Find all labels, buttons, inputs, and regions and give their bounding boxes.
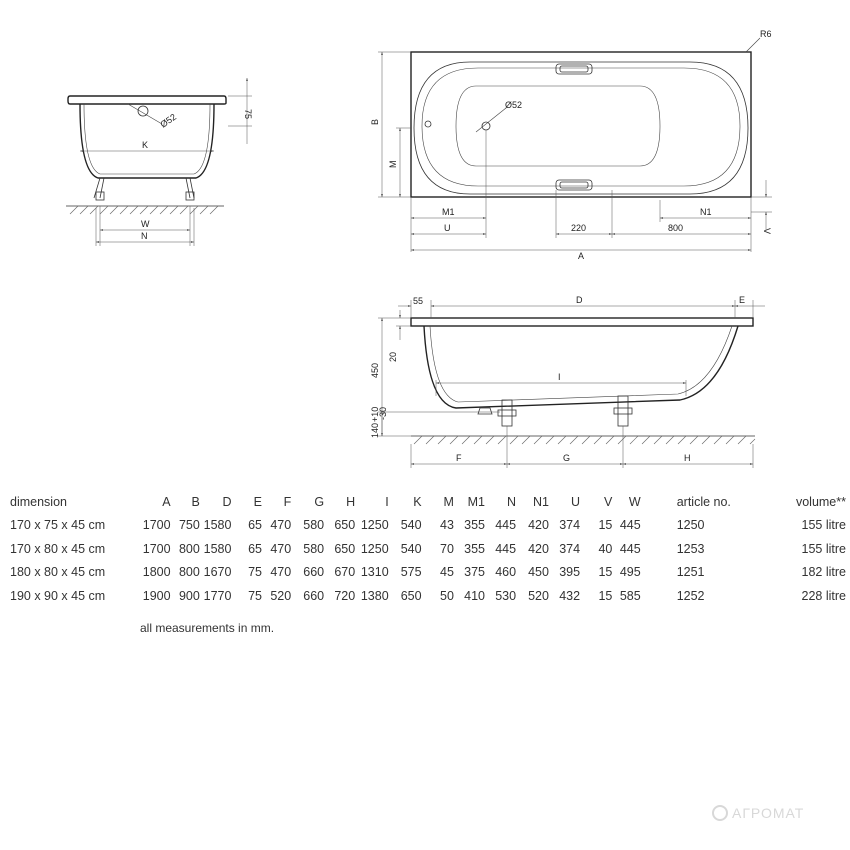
- table-cell: 355: [464, 541, 485, 556]
- table-cell: 355: [464, 518, 485, 533]
- top-m-label: M: [388, 160, 398, 168]
- table-cell: 660: [303, 565, 325, 580]
- table-cell: 65: [248, 518, 262, 533]
- side-e-label: E: [739, 295, 746, 305]
- table-cell: 395: [559, 565, 581, 580]
- top-view: [370, 29, 772, 261]
- top-b-label: B: [370, 118, 380, 125]
- table-cell: 75: [248, 565, 262, 580]
- table-header-cell: A: [162, 494, 171, 509]
- table-header-cell: V: [604, 494, 613, 509]
- watermark: [712, 805, 804, 821]
- table-cell: 1580: [203, 541, 232, 556]
- table-cell: 1900: [142, 588, 171, 603]
- table-cell: 155 litre: [801, 518, 846, 533]
- table-cell: 585: [619, 588, 641, 603]
- table-cell: 15: [598, 565, 613, 580]
- table-cell: 75: [248, 588, 262, 603]
- table-cell: 70: [440, 541, 454, 556]
- table-cell: 65: [248, 541, 262, 556]
- table-cell: 670: [334, 565, 356, 580]
- dimension-table: [10, 490, 846, 608]
- table-header-cell: D: [222, 494, 232, 509]
- table-cell: 1670: [203, 565, 232, 580]
- table-cell: 1253: [676, 541, 705, 556]
- side-i-label: I: [558, 372, 561, 382]
- table-header-cell: H: [346, 494, 356, 509]
- table-header-cell: M: [443, 494, 454, 509]
- table-header-cell: dimension: [10, 494, 67, 509]
- top-800-label: 800: [668, 223, 684, 233]
- table-cell: 170 x 80 x 45 cm: [10, 541, 106, 556]
- table-cell: 720: [334, 588, 356, 603]
- front-view: [66, 78, 253, 246]
- top-v-label: V: [762, 228, 772, 235]
- front-height-label: 75: [243, 109, 253, 120]
- top-drain-label: Ø52: [505, 100, 523, 110]
- table-cell: 1250: [360, 541, 389, 556]
- table-row: [10, 584, 846, 608]
- table-cell: 900: [178, 588, 200, 603]
- table-cell: 520: [270, 588, 292, 603]
- table-cell: 650: [400, 588, 422, 603]
- table-cell: 375: [464, 565, 485, 580]
- table-cell: 650: [334, 518, 356, 533]
- table-cell: 190 x 90 x 45 cm: [10, 588, 106, 603]
- watermark-logo-icon: [712, 805, 728, 821]
- watermark-text: АГРОМАТ: [732, 805, 805, 821]
- table-cell: 650: [334, 541, 356, 556]
- table-cell: 445: [495, 541, 517, 556]
- table-cell: 660: [303, 588, 325, 603]
- side-140-label: 140: [370, 422, 380, 438]
- table-header-cell: G: [314, 494, 325, 509]
- table-cell: 470: [270, 518, 292, 533]
- table-cell: 445: [619, 518, 641, 533]
- table-cell: 540: [400, 541, 422, 556]
- table-cell: 1800: [142, 565, 171, 580]
- table-header-cell: B: [191, 494, 200, 509]
- table-cell: 45: [440, 565, 454, 580]
- table-cell: 540: [400, 518, 422, 533]
- table-cell: 420: [528, 518, 549, 533]
- side-g-label: G: [563, 453, 571, 463]
- table-cell: 445: [495, 518, 517, 533]
- table-cell: 1700: [142, 518, 171, 533]
- table-cell: 1310: [360, 565, 389, 580]
- side-20-label: 20: [388, 351, 398, 362]
- table-header-cell: U: [571, 494, 581, 509]
- table-header-cell: article no.: [676, 494, 731, 509]
- table-cell: 43: [440, 518, 454, 533]
- table-cell: 182 litre: [801, 565, 846, 580]
- table-cell: 420: [528, 541, 549, 556]
- table-cell: 40: [598, 541, 613, 556]
- table-cell: 180 x 80 x 45 cm: [10, 565, 106, 580]
- table-row: [10, 514, 846, 538]
- table-cell: 495: [619, 565, 641, 580]
- measurement-note: all measurements in mm.: [140, 621, 275, 635]
- table-cell: 1250: [676, 518, 705, 533]
- table-cell: 50: [440, 588, 454, 603]
- table-cell: 1251: [676, 565, 705, 580]
- side-d-label: D: [576, 295, 583, 305]
- side-view: [370, 295, 765, 468]
- front-w-label: W: [141, 219, 150, 229]
- side-adj-plus-label: +10: [370, 406, 380, 422]
- front-drain-label: Ø52: [158, 111, 179, 130]
- top-220-label: 220: [571, 223, 587, 233]
- side-450-label: 450: [370, 362, 380, 378]
- table-cell: 410: [464, 588, 485, 603]
- table-cell: 1250: [360, 518, 389, 533]
- table-header-row: [10, 490, 846, 514]
- table-cell: 1252: [676, 588, 705, 603]
- table-header-cell: E: [253, 494, 262, 509]
- side-h-label: H: [684, 453, 691, 463]
- top-m1-label: M1: [442, 207, 455, 217]
- table-cell: 432: [559, 588, 581, 603]
- top-a-label: A: [578, 251, 585, 261]
- table-cell: 580: [303, 518, 325, 533]
- table-row: [10, 537, 846, 561]
- top-radius-label: R6: [760, 29, 772, 39]
- table-cell: 750: [178, 518, 200, 533]
- table-cell: 1580: [203, 518, 232, 533]
- side-f-label: F: [456, 453, 462, 463]
- table-cell: 800: [178, 541, 200, 556]
- table-cell: 155 litre: [801, 541, 846, 556]
- table-cell: 800: [178, 565, 200, 580]
- front-n-label: N: [141, 231, 148, 241]
- table-cell: 470: [270, 565, 292, 580]
- table-cell: 1770: [203, 588, 232, 603]
- table-cell: 460: [495, 565, 517, 580]
- table-row: [10, 561, 846, 585]
- table-cell: 575: [400, 565, 422, 580]
- table-header-cell: volume**: [795, 494, 846, 509]
- table-cell: 15: [598, 588, 613, 603]
- top-n1-label: N1: [700, 207, 712, 217]
- table-cell: 1380: [360, 588, 389, 603]
- table-header-cell: K: [413, 494, 422, 509]
- table-cell: 374: [559, 541, 581, 556]
- table-cell: 228 litre: [801, 588, 846, 603]
- table-cell: 520: [528, 588, 549, 603]
- table-cell: 580: [303, 541, 325, 556]
- table-cell: 445: [619, 541, 641, 556]
- table-cell: 450: [528, 565, 549, 580]
- table-header-cell: I: [385, 494, 389, 509]
- side-55-label: 55: [413, 296, 424, 306]
- table-header-cell: F: [283, 494, 292, 509]
- table-cell: 530: [495, 588, 517, 603]
- table-header-cell: N1: [532, 494, 549, 509]
- table-cell: 15: [598, 518, 613, 533]
- table-cell: 374: [559, 518, 581, 533]
- top-u-label: U: [444, 223, 451, 233]
- front-k-label: K: [142, 140, 149, 150]
- side-adj-minus-label: -30: [378, 406, 388, 420]
- table-header-cell: M1: [467, 494, 485, 509]
- table-cell: 1700: [142, 541, 171, 556]
- table-header-cell: W: [628, 494, 641, 509]
- table-header-cell: N: [507, 494, 517, 509]
- table-cell: 470: [270, 541, 292, 556]
- table-cell: 170 x 75 x 45 cm: [10, 518, 106, 533]
